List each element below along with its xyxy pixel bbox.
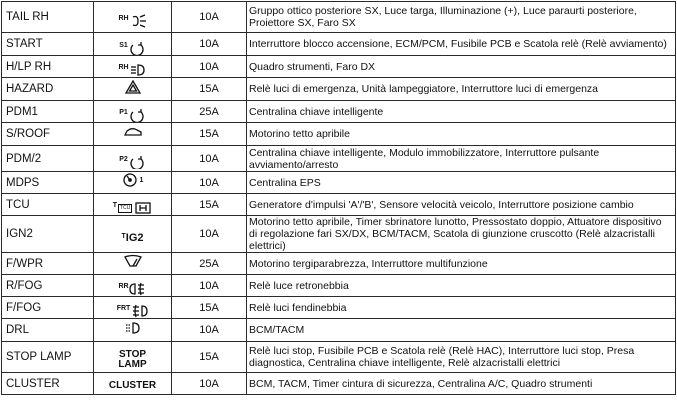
table-row [2, 319, 676, 342]
stop-lamp-text-icon [116, 350, 150, 370]
fuse-symbol [94, 2, 172, 33]
headlamp-icon [118, 63, 146, 77]
table-row [2, 146, 676, 172]
protected-component: Motorino tetto apribile [247, 123, 676, 146]
protected-component: BCM/TACM [247, 319, 676, 342]
protected-component: Interruttore blocco accensione, ECM/PCM, Fusibile PCB e Scatola relè (Relè avviamento) [247, 33, 676, 56]
fuse-rating: 10A [172, 216, 247, 253]
steering-wheel-icon [122, 173, 144, 187]
fuse-name: PDM/2 [2, 146, 94, 172]
fuse-rating: 10A [172, 33, 247, 56]
fuse-symbol [94, 297, 172, 319]
fuse-rating: 25A [172, 101, 247, 123]
fuse-rating: 15A [172, 78, 247, 101]
fuse-name: START [2, 33, 94, 56]
fuse-name: CLUSTER [2, 373, 94, 395]
fuse-table [1, 1, 676, 395]
symbol-label: T [121, 232, 126, 240]
table-row [2, 194, 676, 216]
fuse-symbol [94, 123, 172, 146]
fuse-symbol [94, 172, 172, 194]
protected-component: Centralina EPS [247, 172, 676, 194]
fuse-rating: 10A [172, 2, 247, 33]
fuse-rating: 15A [172, 297, 247, 319]
table-row [2, 78, 676, 101]
symbol-label: FRT [116, 305, 131, 312]
symbol-label: 1 [139, 177, 144, 184]
fuse-rating: 15A [172, 342, 247, 373]
fuse-name: HAZARD [2, 78, 94, 101]
fuse-symbol [94, 146, 172, 172]
fuse-name: F/FOG [2, 297, 94, 319]
table-row [2, 2, 676, 33]
protected-component: Relè luci stop, Fusibile PCB e Scatola relè (Relè HAC), Interruttore luci stop, Presa diagnostica, Centralina chiave intelligente, Relè alzacristalli elettrici [247, 342, 676, 373]
symbol-text: STOP LAMP [118, 349, 147, 370]
table-row [2, 253, 676, 275]
front-fog-icon [117, 304, 149, 318]
fuse-rating: 10A [172, 275, 247, 297]
fuse-rating: 10A [172, 146, 247, 172]
fuse-rating: 25A [172, 253, 247, 275]
protected-component: Motorino tetto apribile, Timer sbrinatore lunotto, Pressostato doppio, Attuatore dispositivo di regolazione fari SX/DX, BCM/TACM, Scatola di giunzione cruscotto (Relè alzacristalli elettrici) [247, 216, 676, 253]
symbol-label: S1 [119, 41, 128, 49]
circle-arrow-icon [119, 41, 146, 55]
protected-component: Relè luci fendinebbia [247, 297, 676, 319]
tail-light-icon [118, 14, 146, 28]
symbol-label: T [112, 202, 117, 209]
symbol-text: IG2 [125, 231, 144, 244]
fuse-name: TCU [2, 194, 94, 216]
table-row [2, 297, 676, 319]
fuse-symbol [94, 101, 172, 123]
fuse-name: DRL [2, 319, 94, 342]
fuse-symbol [94, 253, 172, 275]
fuse-rating: 10A [172, 172, 247, 194]
fuse-rating: 15A [172, 123, 247, 146]
table-row [2, 101, 676, 123]
fuse-name: IGN2 [2, 216, 94, 253]
symbol-label: P1 [119, 109, 128, 116]
fuse-name: H/LP RH [2, 56, 94, 78]
fuse-symbol [94, 373, 172, 395]
fuse-symbol [94, 319, 172, 342]
symbol-label: P2 [119, 156, 128, 163]
protected-component: Gruppo ottico posteriore SX, Luce targa, Illuminazione (+), Luce paraurti posteriore, Proiettore SX, Faro SX [247, 2, 676, 33]
table-row [2, 172, 676, 194]
symbol-box-text: TCU [120, 204, 131, 211]
fuse-name: F/WPR [2, 253, 94, 275]
fuse-name: PDM1 [2, 101, 94, 123]
hazard-triangle-icon [124, 80, 142, 94]
fuse-name: R/FOG [2, 275, 94, 297]
fuse-rating: 10A [172, 319, 247, 342]
protected-component: Centralina chiave intelligente [247, 101, 676, 123]
protected-component: Centralina chiave intelligente, Modulo immobilizzatore, Interruttore pulsante avviamento/arresto [247, 146, 676, 172]
fuse-symbol [94, 342, 172, 373]
fuse-symbol [94, 33, 172, 56]
tcu-icon [113, 201, 153, 215]
table-row [2, 123, 676, 146]
fuse-name: MDPS [2, 172, 94, 194]
protected-component: Quadro strumenti, Faro DX [247, 56, 676, 78]
protected-component: Generatore d'impulsi 'A'/'B', Sensore velocità veicolo, Interruttore posizione cambio [247, 194, 676, 216]
symbol-text: CLUSTER [108, 379, 157, 391]
cluster-text-icon [109, 380, 156, 391]
protected-component: Relè luci di emergenza, Unità lampeggiatore, Interruttore luci di emergenza [247, 78, 676, 101]
car-roof-icon [124, 125, 142, 139]
fuse-name: STOP LAMP [2, 342, 94, 373]
fuse-symbol [94, 78, 172, 101]
rear-fog-icon [118, 282, 146, 296]
symbol-label: RH [118, 14, 129, 22]
protected-component: Motorino tergiparabrezza, Interruttore multifunzione [247, 253, 676, 275]
fuse-symbol [94, 216, 172, 253]
table-row [2, 216, 676, 253]
table-row [2, 275, 676, 297]
table-row [2, 56, 676, 78]
fuse-symbol [94, 275, 172, 297]
ign2-text-icon [121, 232, 143, 244]
fuse-rating: 15A [172, 194, 247, 216]
symbol-label: RH [118, 64, 129, 71]
table-row [2, 373, 676, 395]
fuse-name: S/ROOF [2, 123, 94, 146]
symbol-label: RR [118, 283, 129, 290]
fuse-rating: 10A [172, 373, 247, 395]
drl-icon [124, 321, 142, 335]
fuse-name: TAIL RH [2, 2, 94, 33]
protected-component: BCM, TACM, Timer cintura di sicurezza, Centralina A/C, Quadro strumenti [247, 373, 676, 395]
table-row [2, 342, 676, 373]
circle-arrow-icon [119, 155, 146, 169]
wiper-icon [124, 254, 142, 268]
fuse-symbol [94, 194, 172, 216]
fuse-symbol [94, 56, 172, 78]
table-row [2, 33, 676, 56]
fuse-rating: 10A [172, 56, 247, 78]
circle-arrow-icon [119, 108, 146, 122]
protected-component: Relè luce retronebbia [247, 275, 676, 297]
